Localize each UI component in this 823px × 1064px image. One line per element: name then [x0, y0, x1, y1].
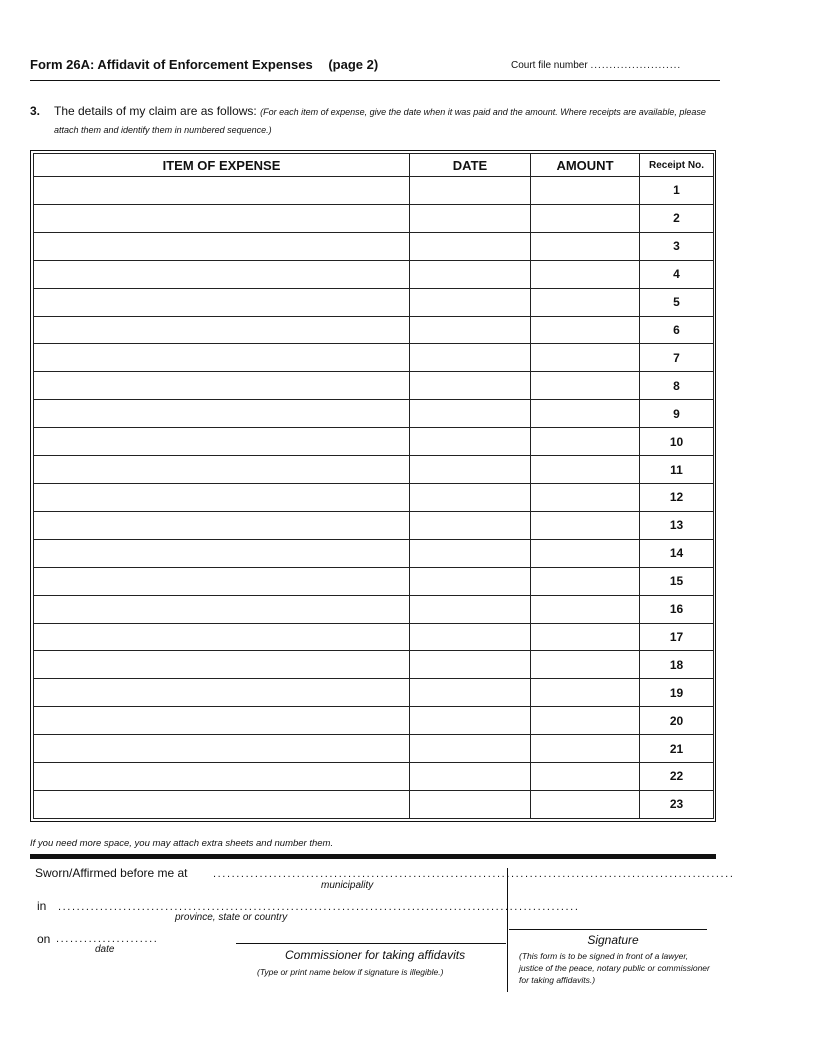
table-header-row	[34, 154, 714, 177]
table-row	[34, 204, 714, 232]
table-row	[34, 623, 714, 651]
header-item-of-expense: ITEM OF EXPENSE	[34, 154, 410, 177]
date-cell[interactable]	[410, 344, 531, 372]
receipt-number-cell: 15	[640, 567, 714, 595]
table-row	[34, 456, 714, 484]
sworn-label: Sworn/Affirmed before me at	[35, 866, 188, 880]
amount-cell[interactable]	[531, 177, 640, 205]
header-amount: AMOUNT	[531, 154, 640, 177]
item-of-expense-cell[interactable]	[34, 316, 410, 344]
receipt-number-cell: 11	[640, 456, 714, 484]
expense-table	[33, 153, 714, 819]
date-cell[interactable]	[410, 707, 531, 735]
date-cell[interactable]	[410, 763, 531, 791]
amount-cell[interactable]	[531, 763, 640, 791]
receipt-number-cell: 2	[640, 204, 714, 232]
receipt-number-cell: 21	[640, 735, 714, 763]
commissioner-note: (Type or print name below if signature is illegible.)	[257, 967, 444, 977]
table-row	[34, 428, 714, 456]
table-row	[34, 260, 714, 288]
receipt-number-cell: 9	[640, 400, 714, 428]
province-field[interactable]: ................................................................................................................	[58, 901, 580, 913]
commissioner-caption: Commissioner for taking affidavits	[285, 948, 466, 962]
receipt-number-cell: 22	[640, 763, 714, 791]
amount-cell[interactable]	[531, 623, 640, 651]
province-caption: province, state or country	[175, 912, 288, 923]
item-of-expense-cell[interactable]	[34, 790, 410, 818]
date-cell[interactable]	[410, 260, 531, 288]
item-of-expense-cell[interactable]	[34, 177, 410, 205]
expense-table-frame	[30, 150, 716, 822]
item-of-expense-cell[interactable]	[34, 232, 410, 260]
item-of-expense-cell[interactable]	[34, 679, 410, 707]
deponent-signature-line[interactable]	[509, 929, 707, 930]
receipt-number-cell: 12	[640, 483, 714, 511]
table-row	[34, 372, 714, 400]
receipt-number-cell: 13	[640, 511, 714, 539]
amount-cell[interactable]	[531, 539, 640, 567]
table-row	[34, 651, 714, 679]
receipt-number-cell: 18	[640, 651, 714, 679]
amount-cell[interactable]	[531, 679, 640, 707]
amount-cell[interactable]	[531, 344, 640, 372]
date-field[interactable]: ......................	[56, 933, 159, 945]
table-row	[34, 735, 714, 763]
date-cell[interactable]	[410, 735, 531, 763]
item-of-expense-cell[interactable]	[34, 595, 410, 623]
receipt-number-cell: 5	[640, 288, 714, 316]
date-cell[interactable]	[410, 400, 531, 428]
item-of-expense-cell[interactable]	[34, 428, 410, 456]
amount-cell[interactable]	[531, 204, 640, 232]
receipt-number-cell: 6	[640, 316, 714, 344]
table-row	[34, 316, 714, 344]
receipt-number-cell: 3	[640, 232, 714, 260]
table-row	[34, 288, 714, 316]
table-row	[34, 177, 714, 205]
date-cell[interactable]	[410, 456, 531, 484]
table-row	[34, 539, 714, 567]
extra-space-note: If you need more space, you may attach extra sheets and number them.	[30, 838, 334, 849]
item-of-expense-cell[interactable]	[34, 651, 410, 679]
signature-note: (This form is to be signed in front of a lawyer, justice of the peace, notary public or commissioner for taking affidavits.)	[519, 951, 710, 985]
signature-divider	[507, 868, 508, 992]
on-label: on	[37, 932, 51, 946]
commissioner-signature-line[interactable]	[236, 943, 506, 944]
receipt-number-cell: 10	[640, 428, 714, 456]
date-cell[interactable]	[410, 288, 531, 316]
amount-cell[interactable]	[531, 790, 640, 818]
amount-cell[interactable]	[531, 707, 640, 735]
section-divider	[30, 854, 716, 859]
date-cell[interactable]	[410, 177, 531, 205]
amount-cell[interactable]	[531, 288, 640, 316]
court-file-number	[511, 60, 681, 71]
date-cell[interactable]	[410, 790, 531, 818]
date-cell[interactable]	[410, 595, 531, 623]
section-instructions: (For each item of expense, give the date when it was paid and the amount. Where receipts are available, please attach them and identify them in numbered sequence.)	[54, 107, 706, 135]
form-title-text: Form 26A: Affidavit of Enforcement Expenses	[30, 57, 313, 72]
date-cell[interactable]	[410, 372, 531, 400]
receipt-number-cell: 4	[640, 260, 714, 288]
item-of-expense-cell[interactable]	[34, 344, 410, 372]
date-cell[interactable]	[410, 428, 531, 456]
municipality-caption: municipality	[321, 880, 374, 891]
date-caption: date	[95, 944, 115, 955]
amount-cell[interactable]	[531, 511, 640, 539]
table-row	[34, 232, 714, 260]
date-cell[interactable]	[410, 511, 531, 539]
receipt-number-cell: 16	[640, 595, 714, 623]
item-of-expense-cell[interactable]	[34, 763, 410, 791]
table-row	[34, 763, 714, 791]
table-row	[34, 707, 714, 735]
item-of-expense-cell[interactable]	[34, 567, 410, 595]
table-row	[34, 679, 714, 707]
amount-cell[interactable]	[531, 595, 640, 623]
table-row	[34, 511, 714, 539]
court-file-fill-line[interactable]: ........................	[590, 60, 682, 71]
amount-cell[interactable]	[531, 651, 640, 679]
receipt-number-cell: 23	[640, 790, 714, 818]
amount-cell[interactable]	[531, 567, 640, 595]
date-cell[interactable]	[410, 567, 531, 595]
item-of-expense-cell[interactable]	[34, 735, 410, 763]
receipt-number-cell: 17	[640, 623, 714, 651]
receipt-number-cell: 7	[640, 344, 714, 372]
receipt-number-cell: 14	[640, 539, 714, 567]
item-of-expense-cell[interactable]	[34, 204, 410, 232]
item-of-expense-cell[interactable]	[34, 511, 410, 539]
amount-cell[interactable]	[531, 372, 640, 400]
expense-rows	[34, 177, 714, 819]
receipt-number-cell: 1	[640, 177, 714, 205]
amount-cell[interactable]	[531, 735, 640, 763]
signature-caption: Signature	[587, 933, 639, 947]
amount-cell[interactable]	[531, 232, 640, 260]
section-text	[54, 103, 722, 139]
section-number: 3.	[30, 104, 41, 118]
in-label: in	[37, 899, 47, 913]
table-row	[34, 595, 714, 623]
amount-cell[interactable]	[531, 483, 640, 511]
date-cell[interactable]	[410, 539, 531, 567]
amount-cell[interactable]	[531, 400, 640, 428]
header-date: DATE	[410, 154, 531, 177]
item-of-expense-cell[interactable]	[34, 288, 410, 316]
item-of-expense-cell[interactable]	[34, 623, 410, 651]
item-of-expense-cell[interactable]	[34, 260, 410, 288]
page-indicator: (page 2)	[328, 57, 379, 72]
amount-cell[interactable]	[531, 456, 640, 484]
header-receipt-no: Receipt No.	[640, 154, 714, 177]
header-divider	[30, 80, 720, 81]
receipt-number-cell: 20	[640, 707, 714, 735]
date-cell[interactable]	[410, 679, 531, 707]
item-of-expense-cell[interactable]	[34, 456, 410, 484]
form-header	[30, 57, 720, 77]
date-cell[interactable]	[410, 316, 531, 344]
item-of-expense-cell[interactable]	[34, 483, 410, 511]
table-row	[34, 344, 714, 372]
amount-cell[interactable]	[531, 260, 640, 288]
item-of-expense-cell[interactable]	[34, 372, 410, 400]
item-of-expense-cell[interactable]	[34, 707, 410, 735]
amount-cell[interactable]	[531, 428, 640, 456]
date-cell[interactable]	[410, 232, 531, 260]
date-cell[interactable]	[410, 483, 531, 511]
receipt-number-cell: 8	[640, 372, 714, 400]
receipt-number-cell: 19	[640, 679, 714, 707]
date-cell[interactable]	[410, 651, 531, 679]
amount-cell[interactable]	[531, 316, 640, 344]
item-of-expense-cell[interactable]	[34, 539, 410, 567]
table-row	[34, 567, 714, 595]
municipality-field[interactable]: ................................................................................................................	[213, 868, 735, 880]
table-row	[34, 400, 714, 428]
table-row	[34, 790, 714, 818]
form-title	[30, 57, 378, 72]
section-lead: The details of my claim are as follows:	[54, 104, 257, 118]
table-row	[34, 483, 714, 511]
court-file-label: Court file number	[511, 60, 588, 71]
item-of-expense-cell[interactable]	[34, 400, 410, 428]
date-cell[interactable]	[410, 204, 531, 232]
date-cell[interactable]	[410, 623, 531, 651]
